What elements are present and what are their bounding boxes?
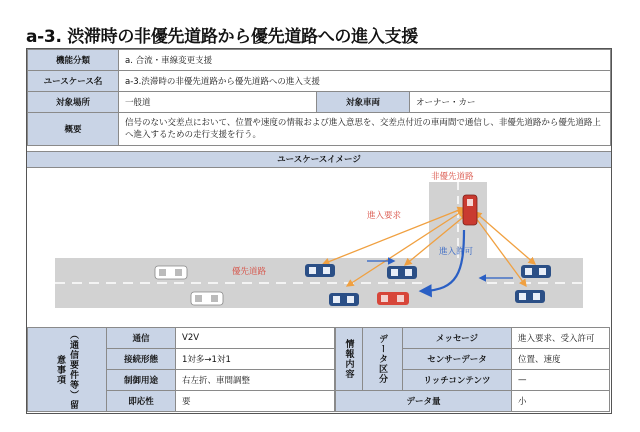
volume-value: 小 bbox=[512, 391, 610, 412]
comm-value: V2V bbox=[176, 328, 335, 349]
priority-road-label: 優先道路 bbox=[232, 267, 267, 277]
usecase-sheet bbox=[26, 48, 612, 414]
control-label: 制御用途 bbox=[107, 370, 176, 391]
white-car bbox=[155, 266, 187, 279]
requirements-section bbox=[27, 327, 611, 413]
usecase-value: a-3.渋滞時の非優先道路から優先道路への進入支援 bbox=[119, 71, 611, 92]
volume-label: データ量 bbox=[336, 391, 512, 412]
vehicle-value: オーナー・カー bbox=[410, 92, 611, 113]
page-title: a-3. 渋滞時の非優先道路から優先道路への進入支援 bbox=[26, 27, 418, 47]
request-label: 進入要求 bbox=[367, 211, 402, 221]
red-car bbox=[377, 292, 409, 305]
data-requirements-table bbox=[335, 327, 610, 412]
blue-car bbox=[521, 265, 551, 278]
response-label: 即応性 bbox=[107, 391, 176, 412]
blue-car bbox=[515, 290, 545, 303]
rich-value: — bbox=[512, 370, 610, 391]
function-value: a. 合流・車線変更支援 bbox=[119, 50, 611, 71]
usecase-label: ユースケース名 bbox=[28, 71, 119, 92]
blue-car bbox=[305, 264, 335, 277]
place-label: 対象場所 bbox=[28, 92, 119, 113]
rich-label: リッチコンテンツ bbox=[403, 370, 512, 391]
comm-label: 通信 bbox=[107, 328, 176, 349]
white-car bbox=[191, 292, 223, 305]
requirements-group-label: （通信要件等）留意事項 bbox=[28, 328, 107, 412]
control-value: 右左折、車間調整 bbox=[176, 370, 335, 391]
sensor-value: 位置、速度 bbox=[512, 349, 610, 370]
summary-value: 信号のない交差点において、位置や速度の情報および進入意思を、交差点付近の車両間で通信し、非優先道路から優先道路上へ進入するための走行支援を行う。 bbox=[119, 113, 611, 146]
place-value: 一般道 bbox=[119, 92, 317, 113]
nonpriority-road-label: 非優先道路 bbox=[431, 172, 474, 182]
usecase-illustration bbox=[27, 168, 610, 326]
permit-label: 進入許可 bbox=[439, 247, 474, 257]
message-value: 進入要求、受入許可 bbox=[512, 328, 610, 349]
image-header: ユースケースイメージ bbox=[27, 151, 611, 168]
summary-label: 概要 bbox=[28, 113, 119, 146]
response-value: 要 bbox=[176, 391, 335, 412]
info-table bbox=[27, 49, 611, 146]
blue-car bbox=[387, 266, 417, 279]
vehicle-label: 対象車両 bbox=[317, 92, 410, 113]
sensor-label: センサーデータ bbox=[403, 349, 512, 370]
conn-value: 1対多→1対1 bbox=[176, 349, 335, 370]
blue-car bbox=[329, 293, 359, 306]
function-label: 機能分類 bbox=[28, 50, 119, 71]
comm-requirements-table bbox=[27, 327, 335, 412]
conn-label: 接続形態 bbox=[107, 349, 176, 370]
data-group-label-a: 情報内容 bbox=[336, 328, 363, 391]
data-group-label-b: データ区分 bbox=[363, 328, 403, 391]
message-label: メッセージ bbox=[403, 328, 512, 349]
